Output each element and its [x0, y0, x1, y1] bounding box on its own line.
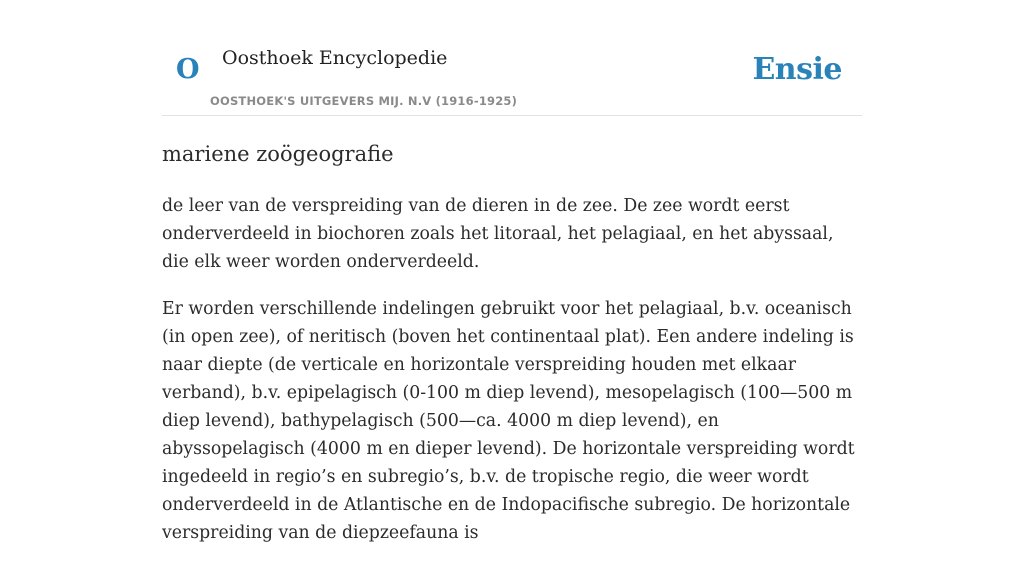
source-logo[interactable]: O [176, 54, 200, 85]
source-title[interactable]: Oosthoek Encyclopedie [222, 47, 448, 69]
source-header [162, 0, 862, 116]
source-subtitle: OOSTHOEK'S UITGEVERS MIJ. N.V (1916-1925) [210, 94, 518, 108]
entry-paragraph: Er worden verschillende indelingen gebruikt voor het pelagiaal, b.v. oceanisch (in open zee), of neritisch (boven het continentaal plat). Een andere indeling is naar diepte (de verticale en horizontale verspreiding houden met elkaar verband), b.v. epipelagisch (0-100 m diep levend), mesopelagisch (100—500 m diep levend), bathypelagisch (500—ca. 4000 m diep levend), en abyssopelagisch (4000 m en dieper levend). De horizontale verspreiding wordt ingedeeld in regio’s en subregio’s, b.v. de tropische regio, die weer wordt onderverdeeld in de Atlantische en de Indopacifische subregio. De horizontale verspreiding van de diepzeefauna is [162, 299, 855, 543]
brand-logo-link[interactable]: Ensie [752, 52, 842, 87]
entry-title: mariene zoögeografie [162, 142, 394, 166]
page [162, 0, 862, 543]
entry-body [162, 192, 862, 566]
entry-paragraph: de leer van de verspreiding van de dieren in de zee. De zee wordt eerst onderverdeeld in biochoren zoals het litoraal, het pelagiaal, en het abyssaal, die elk weer worden onderverdeeld. [162, 196, 834, 272]
